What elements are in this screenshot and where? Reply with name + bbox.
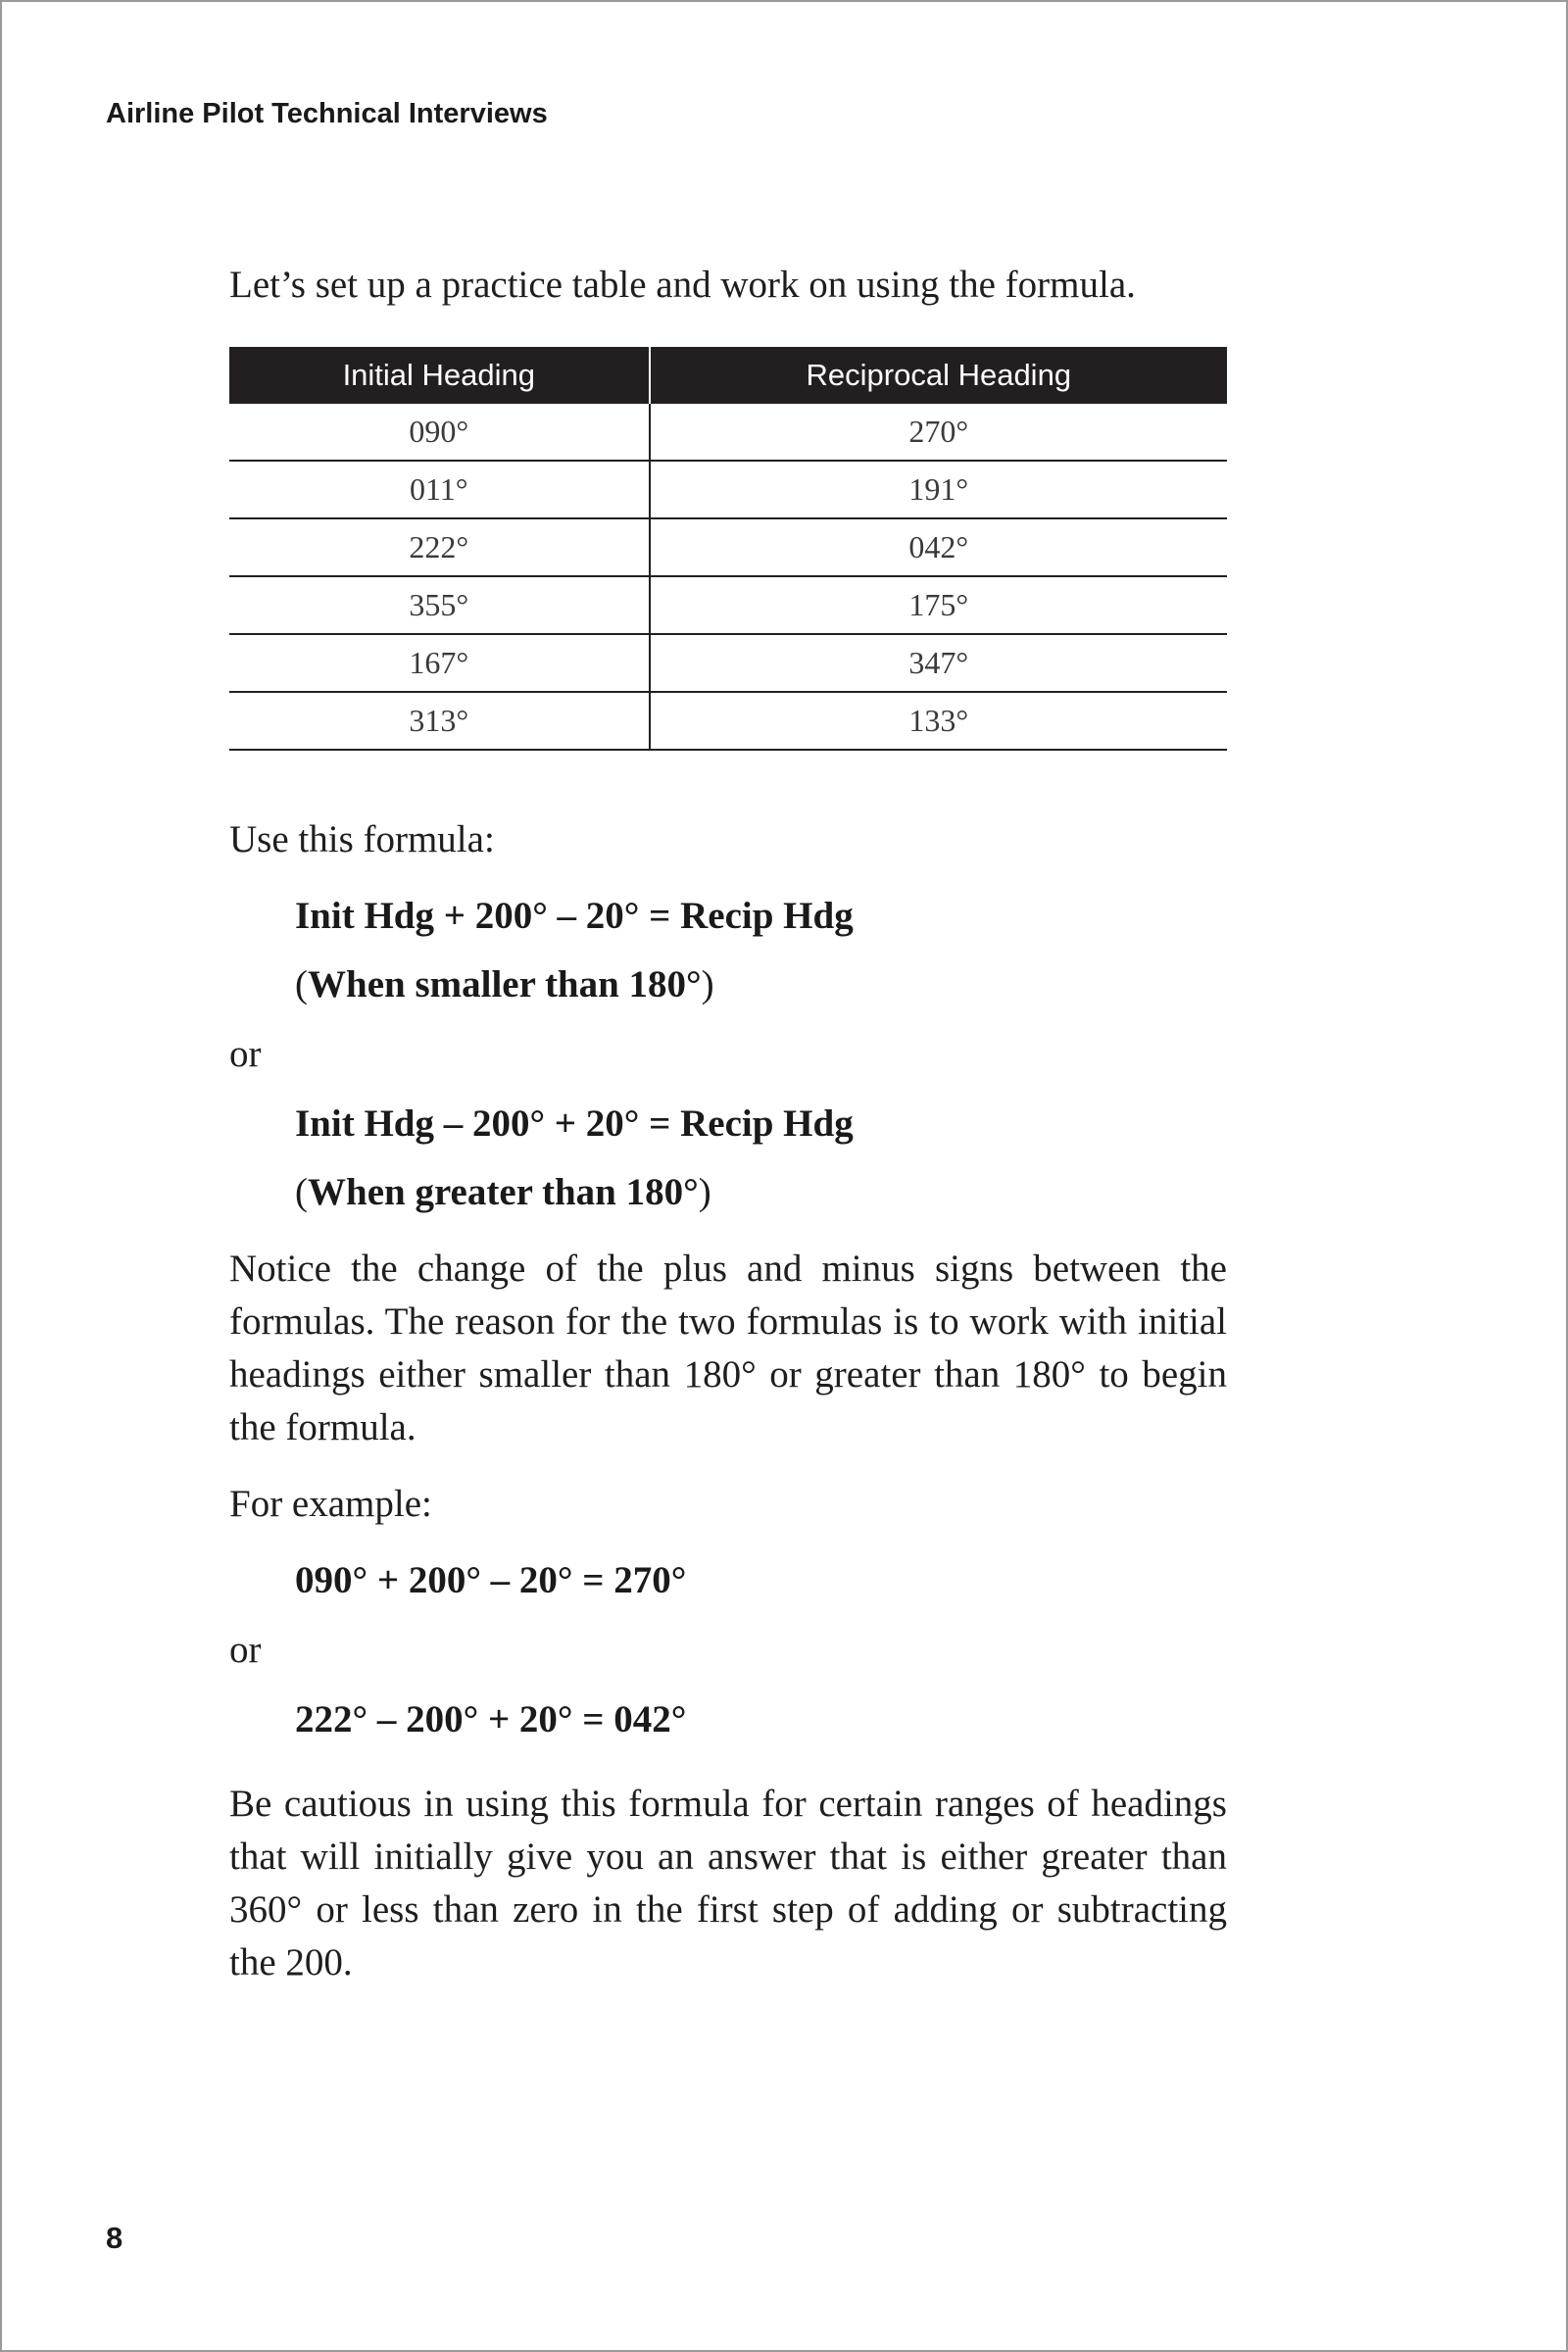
- table-row: [229, 692, 1227, 750]
- table-row: [229, 576, 1227, 634]
- reciprocal-heading-cell: 175°: [650, 576, 1227, 634]
- or-label: or: [229, 1033, 262, 1075]
- for-example-label: For example:: [229, 1483, 432, 1525]
- reciprocal-heading-cell: 270°: [650, 404, 1227, 461]
- initial-heading-cell: 313°: [229, 692, 650, 750]
- page-number: 8: [106, 2221, 123, 2255]
- table-header-row: [229, 347, 1227, 404]
- reciprocal-heading-cell: 191°: [650, 461, 1227, 518]
- initial-heading-cell: 355°: [229, 576, 650, 634]
- col-header-reciprocal-heading: Reciprocal Heading: [650, 347, 1227, 404]
- or-label: or: [229, 1629, 262, 1671]
- intro-paragraph: Let’s set up a practice table and work on using the formula.: [229, 264, 1136, 306]
- example-smaller: 090° + 200° – 20° = 270°: [295, 1559, 687, 1601]
- initial-heading-cell: 011°: [229, 461, 650, 518]
- page-body: [229, 259, 1227, 1989]
- table-row: [229, 518, 1227, 576]
- table-row: [229, 634, 1227, 692]
- reciprocal-heading-cell: 347°: [650, 634, 1227, 692]
- initial-heading-cell: 222°: [229, 518, 650, 576]
- use-formula-label: Use this formula:: [229, 818, 495, 860]
- running-head: Airline Pilot Technical Interviews: [106, 98, 548, 129]
- col-header-initial-heading: Initial Heading: [229, 347, 650, 404]
- initial-heading-cell: 090°: [229, 404, 650, 461]
- notice-paragraph: Notice the change of the plus and minus signs between the formulas. The reason for the two formulas is to work with initial headings either smaller than 180° or greater than 180° to begin the formula.: [229, 1248, 1227, 1448]
- table-row: [229, 461, 1227, 518]
- heading-practice-table: [229, 347, 1227, 751]
- initial-heading-cell: 167°: [229, 634, 650, 692]
- example-greater: 222° – 200° + 20° = 042°: [295, 1698, 687, 1740]
- formula-greater-condition-text: When greater than 180°: [308, 1171, 699, 1213]
- caution-paragraph: Be cautious in using this formula for certain ranges of headings that will initially give you an answer that is either greater than 360° or less than zero in the first step of adding or subtracting the 200.: [229, 1783, 1227, 1984]
- formula-greater-condition: (When greater than 180°): [295, 1171, 711, 1213]
- formula-greater: Init Hdg – 200° + 20° = Recip Hdg: [295, 1102, 854, 1145]
- formula-smaller-condition: (When smaller than 180°): [295, 963, 714, 1005]
- formula-smaller: Init Hdg + 200° – 20° = Recip Hdg: [295, 895, 854, 937]
- table-row: [229, 404, 1227, 461]
- formula-smaller-condition-text: When smaller than 180°: [308, 963, 702, 1005]
- reciprocal-heading-cell: 133°: [650, 692, 1227, 750]
- reciprocal-heading-cell: 042°: [650, 518, 1227, 576]
